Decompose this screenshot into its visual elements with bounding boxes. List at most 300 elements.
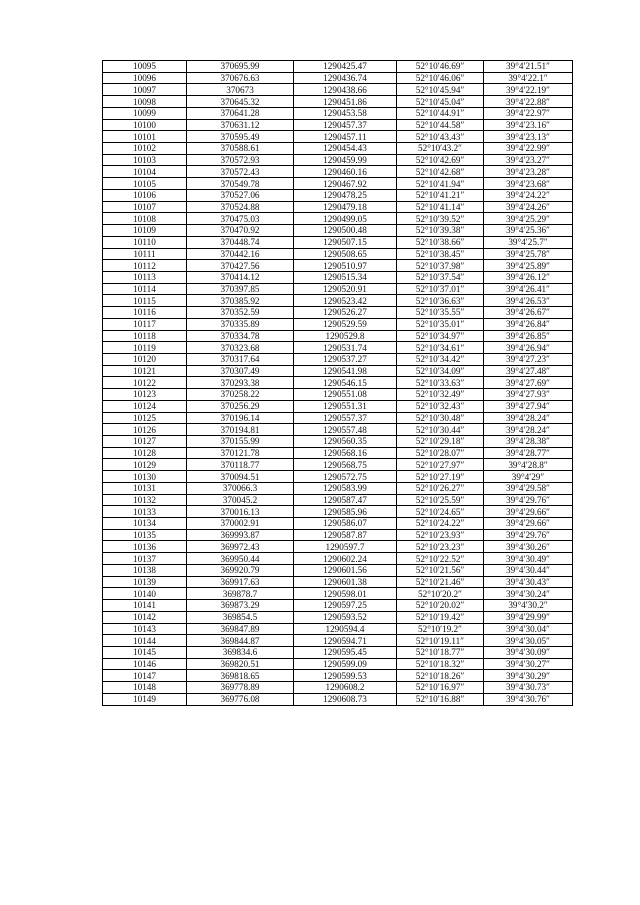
longitude-cell: 39°4′24.22″ xyxy=(484,189,573,201)
point-id-cell: 10118 xyxy=(103,330,187,342)
latitude-cell: 52°10′34.97″ xyxy=(397,330,484,342)
point-id-cell: 10110 xyxy=(103,236,187,248)
table-row xyxy=(103,189,573,201)
x-coordinate-cell: 370045.2 xyxy=(187,494,294,506)
point-id-cell: 10139 xyxy=(103,576,187,588)
table-row xyxy=(103,658,573,670)
latitude-cell: 52°10′43.43″ xyxy=(397,131,484,143)
point-id-cell: 10127 xyxy=(103,436,187,448)
table-row xyxy=(103,143,573,155)
x-coordinate-cell: 370258.22 xyxy=(187,389,294,401)
latitude-cell: 52°10′32.49″ xyxy=(397,389,484,401)
latitude-cell: 52°10′18.32″ xyxy=(397,658,484,670)
x-coordinate-cell: 370475.03 xyxy=(187,213,294,225)
latitude-cell: 52°10′41.14″ xyxy=(397,201,484,213)
longitude-cell: 39°4′30.76″ xyxy=(484,693,573,705)
x-coordinate-cell: 370385.92 xyxy=(187,295,294,307)
table-row xyxy=(103,529,573,541)
latitude-cell: 52°10′21.46″ xyxy=(397,576,484,588)
point-id-cell: 10148 xyxy=(103,682,187,694)
x-coordinate-cell: 370397.85 xyxy=(187,283,294,295)
point-id-cell: 10138 xyxy=(103,564,187,576)
latitude-cell: 52°10′21.56″ xyxy=(397,564,484,576)
x-coordinate-cell: 370448.74 xyxy=(187,236,294,248)
point-id-cell: 10125 xyxy=(103,412,187,424)
x-coordinate-cell: 370442.16 xyxy=(187,248,294,260)
point-id-cell: 10099 xyxy=(103,107,187,119)
table-row xyxy=(103,635,573,647)
latitude-cell: 52°10′23.23″ xyxy=(397,541,484,553)
latitude-cell: 52°10′28.07″ xyxy=(397,447,484,459)
y-coordinate-cell: 1290478.25 xyxy=(294,189,397,201)
longitude-cell: 39°4′26.84″ xyxy=(484,318,573,330)
point-id-cell: 10112 xyxy=(103,260,187,272)
y-coordinate-cell: 1290529.59 xyxy=(294,318,397,330)
x-coordinate-cell: 369818.65 xyxy=(187,670,294,682)
x-coordinate-cell: 370352.59 xyxy=(187,307,294,319)
x-coordinate-cell: 369844.87 xyxy=(187,635,294,647)
x-coordinate-cell: 370572.93 xyxy=(187,154,294,166)
latitude-cell: 52°10′37.98″ xyxy=(397,260,484,272)
longitude-cell: 39°4′30.05″ xyxy=(484,635,573,647)
longitude-cell: 39°4′23.13″ xyxy=(484,131,573,143)
point-id-cell: 10136 xyxy=(103,541,187,553)
latitude-cell: 52°10′34.09″ xyxy=(397,365,484,377)
x-coordinate-cell: 370414.12 xyxy=(187,271,294,283)
x-coordinate-cell: 369834.6 xyxy=(187,646,294,658)
table-row xyxy=(103,283,573,295)
x-coordinate-cell: 370572.43 xyxy=(187,166,294,178)
point-id-cell: 10107 xyxy=(103,201,187,213)
latitude-cell: 52°10′34.61″ xyxy=(397,342,484,354)
table-row xyxy=(103,506,573,518)
x-coordinate-cell: 370002.91 xyxy=(187,518,294,530)
table-row xyxy=(103,201,573,213)
point-id-cell: 10126 xyxy=(103,424,187,436)
y-coordinate-cell: 1290467.92 xyxy=(294,178,397,190)
x-coordinate-cell: 370641.28 xyxy=(187,107,294,119)
x-coordinate-cell: 370293.38 xyxy=(187,377,294,389)
longitude-cell: 39°4′28.24″ xyxy=(484,424,573,436)
point-id-cell: 10124 xyxy=(103,400,187,412)
x-coordinate-cell: 369920.79 xyxy=(187,564,294,576)
y-coordinate-cell: 1290459.99 xyxy=(294,154,397,166)
x-coordinate-cell: 369950.44 xyxy=(187,553,294,565)
y-coordinate-cell: 1290557.37 xyxy=(294,412,397,424)
longitude-cell: 39°4′21.51″ xyxy=(484,61,573,73)
longitude-cell: 39°4′22.1″ xyxy=(484,72,573,84)
longitude-cell: 39°4′30.04″ xyxy=(484,623,573,635)
latitude-cell: 52°10′46.06″ xyxy=(397,72,484,84)
x-coordinate-cell: 370323.68 xyxy=(187,342,294,354)
x-coordinate-cell: 370307.49 xyxy=(187,365,294,377)
latitude-cell: 52°10′37.01″ xyxy=(397,283,484,295)
table-row xyxy=(103,107,573,119)
y-coordinate-cell: 1290572.75 xyxy=(294,471,397,483)
y-coordinate-cell: 1290593.52 xyxy=(294,611,397,623)
y-coordinate-cell: 1290460.16 xyxy=(294,166,397,178)
table-row xyxy=(103,682,573,694)
x-coordinate-cell: 369776.08 xyxy=(187,693,294,705)
x-coordinate-cell: 370549.78 xyxy=(187,178,294,190)
table-row xyxy=(103,119,573,131)
longitude-cell: 39°4′23.27″ xyxy=(484,154,573,166)
y-coordinate-cell: 1290597.25 xyxy=(294,600,397,612)
longitude-cell: 39°4′29.66″ xyxy=(484,518,573,530)
latitude-cell: 52°10′16.97″ xyxy=(397,682,484,694)
x-coordinate-cell: 370155.99 xyxy=(187,436,294,448)
table-row xyxy=(103,271,573,283)
y-coordinate-cell: 1290425.47 xyxy=(294,61,397,73)
x-coordinate-cell: 370673 xyxy=(187,84,294,96)
point-id-cell: 10128 xyxy=(103,447,187,459)
point-id-cell: 10131 xyxy=(103,482,187,494)
longitude-cell: 39°4′29.76″ xyxy=(484,529,573,541)
y-coordinate-cell: 1290568.75 xyxy=(294,459,397,471)
latitude-cell: 52°10′20.02″ xyxy=(397,600,484,612)
longitude-cell: 39°4′30.49″ xyxy=(484,553,573,565)
longitude-cell: 39°4′22.99″ xyxy=(484,143,573,155)
y-coordinate-cell: 1290583.99 xyxy=(294,482,397,494)
point-id-cell: 10102 xyxy=(103,143,187,155)
latitude-cell: 52°10′19.11″ xyxy=(397,635,484,647)
y-coordinate-cell: 1290523.42 xyxy=(294,295,397,307)
table-row xyxy=(103,600,573,612)
longitude-cell: 39°4′30.73″ xyxy=(484,682,573,694)
y-coordinate-cell: 1290526.27 xyxy=(294,307,397,319)
y-coordinate-cell: 1290594.4 xyxy=(294,623,397,635)
table-row xyxy=(103,471,573,483)
longitude-cell: 39°4′24.26″ xyxy=(484,201,573,213)
point-id-cell: 10114 xyxy=(103,283,187,295)
longitude-cell: 39°4′26.12″ xyxy=(484,271,573,283)
y-coordinate-cell: 1290595.45 xyxy=(294,646,397,658)
table-row xyxy=(103,166,573,178)
latitude-cell: 52°10′38.66″ xyxy=(397,236,484,248)
x-coordinate-cell: 370335.89 xyxy=(187,318,294,330)
longitude-cell: 39°4′27.48″ xyxy=(484,365,573,377)
y-coordinate-cell: 1290597.7 xyxy=(294,541,397,553)
longitude-cell: 39°4′27.93″ xyxy=(484,389,573,401)
longitude-cell: 39°4′26.53″ xyxy=(484,295,573,307)
point-id-cell: 10098 xyxy=(103,96,187,108)
x-coordinate-cell: 370631.12 xyxy=(187,119,294,131)
longitude-cell: 39°4′30.44″ xyxy=(484,564,573,576)
y-coordinate-cell: 1290601.38 xyxy=(294,576,397,588)
table-row xyxy=(103,541,573,553)
x-coordinate-cell: 369820.51 xyxy=(187,658,294,670)
x-coordinate-cell: 370066.3 xyxy=(187,482,294,494)
table-row xyxy=(103,225,573,237)
point-id-cell: 10101 xyxy=(103,131,187,143)
point-id-cell: 10116 xyxy=(103,307,187,319)
point-id-cell: 10134 xyxy=(103,518,187,530)
y-coordinate-cell: 1290537.27 xyxy=(294,353,397,365)
latitude-cell: 52°10′18.77″ xyxy=(397,646,484,658)
point-id-cell: 10121 xyxy=(103,365,187,377)
point-id-cell: 10133 xyxy=(103,506,187,518)
point-id-cell: 10115 xyxy=(103,295,187,307)
table-row xyxy=(103,646,573,658)
longitude-cell: 39°4′25.89″ xyxy=(484,260,573,272)
latitude-cell: 52°10′46.69″ xyxy=(397,61,484,73)
latitude-cell: 52°10′44.58″ xyxy=(397,119,484,131)
longitude-cell: 39°4′29.58″ xyxy=(484,482,573,494)
longitude-cell: 39°4′28.8″ xyxy=(484,459,573,471)
y-coordinate-cell: 1290510.97 xyxy=(294,260,397,272)
point-id-cell: 10132 xyxy=(103,494,187,506)
x-coordinate-cell: 370676.63 xyxy=(187,72,294,84)
table-row xyxy=(103,459,573,471)
y-coordinate-cell: 1290457.37 xyxy=(294,119,397,131)
latitude-cell: 52°10′45.94″ xyxy=(397,84,484,96)
latitude-cell: 52°10′43.2″ xyxy=(397,143,484,155)
latitude-cell: 52°10′39.52″ xyxy=(397,213,484,225)
y-coordinate-cell: 1290541.98 xyxy=(294,365,397,377)
latitude-cell: 52°10′38.45″ xyxy=(397,248,484,260)
y-coordinate-cell: 1290508.65 xyxy=(294,248,397,260)
longitude-cell: 39°4′27.23″ xyxy=(484,353,573,365)
latitude-cell: 52°10′25.59″ xyxy=(397,494,484,506)
y-coordinate-cell: 1290608.73 xyxy=(294,693,397,705)
longitude-cell: 39°4′26.41″ xyxy=(484,283,573,295)
table-row xyxy=(103,482,573,494)
latitude-cell: 52°10′42.69″ xyxy=(397,154,484,166)
latitude-cell: 52°10′34.42″ xyxy=(397,353,484,365)
y-coordinate-cell: 1290454.43 xyxy=(294,143,397,155)
x-coordinate-cell: 370695.99 xyxy=(187,61,294,73)
table-row xyxy=(103,213,573,225)
point-id-cell: 10146 xyxy=(103,658,187,670)
table-row xyxy=(103,389,573,401)
table-row xyxy=(103,295,573,307)
longitude-cell: 39°4′28.24″ xyxy=(484,412,573,424)
y-coordinate-cell: 1290499.05 xyxy=(294,213,397,225)
longitude-cell: 39°4′26.67″ xyxy=(484,307,573,319)
longitude-cell: 39°4′26.94″ xyxy=(484,342,573,354)
latitude-cell: 52°10′35.01″ xyxy=(397,318,484,330)
latitude-cell: 52°10′33.63″ xyxy=(397,377,484,389)
table-row xyxy=(103,307,573,319)
point-id-cell: 10108 xyxy=(103,213,187,225)
y-coordinate-cell: 1290598.01 xyxy=(294,588,397,600)
y-coordinate-cell: 1290451.86 xyxy=(294,96,397,108)
x-coordinate-cell: 370427.56 xyxy=(187,260,294,272)
longitude-cell: 39°4′28.77″ xyxy=(484,447,573,459)
point-id-cell: 10141 xyxy=(103,600,187,612)
latitude-cell: 52°10′27.19″ xyxy=(397,471,484,483)
y-coordinate-cell: 1290568.16 xyxy=(294,447,397,459)
point-id-cell: 10123 xyxy=(103,389,187,401)
x-coordinate-cell: 370094.51 xyxy=(187,471,294,483)
coordinates-table xyxy=(102,60,573,706)
x-coordinate-cell: 370470.92 xyxy=(187,225,294,237)
table-row xyxy=(103,330,573,342)
longitude-cell: 39°4′30.26″ xyxy=(484,541,573,553)
longitude-cell: 39°4′27.94″ xyxy=(484,400,573,412)
latitude-cell: 52°10′45.04″ xyxy=(397,96,484,108)
y-coordinate-cell: 1290453.58 xyxy=(294,107,397,119)
x-coordinate-cell: 370016.13 xyxy=(187,506,294,518)
table-row xyxy=(103,342,573,354)
latitude-cell: 52°10′24.65″ xyxy=(397,506,484,518)
latitude-cell: 52°10′30.48″ xyxy=(397,412,484,424)
y-coordinate-cell: 1290520.91 xyxy=(294,283,397,295)
latitude-cell: 52°10′35.55″ xyxy=(397,307,484,319)
latitude-cell: 52°10′23.93″ xyxy=(397,529,484,541)
table-row xyxy=(103,576,573,588)
point-id-cell: 10100 xyxy=(103,119,187,131)
latitude-cell: 52°10′42.68″ xyxy=(397,166,484,178)
latitude-cell: 52°10′19.2″ xyxy=(397,623,484,635)
longitude-cell: 39°4′23.16″ xyxy=(484,119,573,131)
y-coordinate-cell: 1290531.74 xyxy=(294,342,397,354)
y-coordinate-cell: 1290436.74 xyxy=(294,72,397,84)
point-id-cell: 10097 xyxy=(103,84,187,96)
x-coordinate-cell: 370645.32 xyxy=(187,96,294,108)
x-coordinate-cell: 370334.78 xyxy=(187,330,294,342)
table-row xyxy=(103,248,573,260)
table-row xyxy=(103,588,573,600)
point-id-cell: 10129 xyxy=(103,459,187,471)
longitude-cell: 39°4′30.27″ xyxy=(484,658,573,670)
y-coordinate-cell: 1290560.35 xyxy=(294,436,397,448)
longitude-cell: 39°4′27.69″ xyxy=(484,377,573,389)
table-row xyxy=(103,670,573,682)
point-id-cell: 10145 xyxy=(103,646,187,658)
table-row xyxy=(103,236,573,248)
longitude-cell: 39°4′23.28″ xyxy=(484,166,573,178)
latitude-cell: 52°10′41.94″ xyxy=(397,178,484,190)
table-row xyxy=(103,424,573,436)
table-row xyxy=(103,553,573,565)
table-row xyxy=(103,72,573,84)
point-id-cell: 10130 xyxy=(103,471,187,483)
longitude-cell: 39°4′23.68″ xyxy=(484,178,573,190)
y-coordinate-cell: 1290608.2 xyxy=(294,682,397,694)
longitude-cell: 39°4′30.09″ xyxy=(484,646,573,658)
longitude-cell: 39°4′30.29″ xyxy=(484,670,573,682)
latitude-cell: 52°10′16.88″ xyxy=(397,693,484,705)
point-id-cell: 10147 xyxy=(103,670,187,682)
table-row xyxy=(103,447,573,459)
y-coordinate-cell: 1290551.08 xyxy=(294,389,397,401)
latitude-cell: 52°10′29.18″ xyxy=(397,436,484,448)
point-id-cell: 10096 xyxy=(103,72,187,84)
y-coordinate-cell: 1290551.31 xyxy=(294,400,397,412)
x-coordinate-cell: 369972.43 xyxy=(187,541,294,553)
x-coordinate-cell: 370524.88 xyxy=(187,201,294,213)
y-coordinate-cell: 1290586.07 xyxy=(294,518,397,530)
longitude-cell: 39°4′26.85″ xyxy=(484,330,573,342)
latitude-cell: 52°10′30.44″ xyxy=(397,424,484,436)
table-row xyxy=(103,623,573,635)
latitude-cell: 52°10′20.2″ xyxy=(397,588,484,600)
table-row xyxy=(103,96,573,108)
longitude-cell: 39°4′29″ xyxy=(484,471,573,483)
longitude-cell: 39°4′30.2″ xyxy=(484,600,573,612)
y-coordinate-cell: 1290529.8 xyxy=(294,330,397,342)
table-row xyxy=(103,494,573,506)
longitude-cell: 39°4′25.7″ xyxy=(484,236,573,248)
point-id-cell: 10135 xyxy=(103,529,187,541)
point-id-cell: 10105 xyxy=(103,178,187,190)
y-coordinate-cell: 1290599.09 xyxy=(294,658,397,670)
x-coordinate-cell: 370317.64 xyxy=(187,353,294,365)
longitude-cell: 39°4′22.88″ xyxy=(484,96,573,108)
table-row xyxy=(103,564,573,576)
longitude-cell: 39°4′25.78″ xyxy=(484,248,573,260)
table-row xyxy=(103,412,573,424)
latitude-cell: 52°10′27.97″ xyxy=(397,459,484,471)
point-id-cell: 10111 xyxy=(103,248,187,260)
y-coordinate-cell: 1290546.15 xyxy=(294,377,397,389)
table-row xyxy=(103,611,573,623)
y-coordinate-cell: 1290557.48 xyxy=(294,424,397,436)
coordinates-table-body xyxy=(103,61,573,706)
y-coordinate-cell: 1290438.66 xyxy=(294,84,397,96)
table-row xyxy=(103,260,573,272)
y-coordinate-cell: 1290587.87 xyxy=(294,529,397,541)
table-row xyxy=(103,693,573,705)
point-id-cell: 10149 xyxy=(103,693,187,705)
table-row xyxy=(103,178,573,190)
point-id-cell: 10137 xyxy=(103,553,187,565)
x-coordinate-cell: 369993.87 xyxy=(187,529,294,541)
point-id-cell: 10113 xyxy=(103,271,187,283)
longitude-cell: 39°4′30.43″ xyxy=(484,576,573,588)
latitude-cell: 52°10′24.22″ xyxy=(397,518,484,530)
latitude-cell: 52°10′19.42″ xyxy=(397,611,484,623)
point-id-cell: 10095 xyxy=(103,61,187,73)
table-row xyxy=(103,353,573,365)
longitude-cell: 39°4′29.99″ xyxy=(484,611,573,623)
y-coordinate-cell: 1290500.48 xyxy=(294,225,397,237)
latitude-cell: 52°10′41.21″ xyxy=(397,189,484,201)
table-row xyxy=(103,61,573,73)
latitude-cell: 52°10′44.91″ xyxy=(397,107,484,119)
latitude-cell: 52°10′22.52″ xyxy=(397,553,484,565)
x-coordinate-cell: 370118.77 xyxy=(187,459,294,471)
y-coordinate-cell: 1290602.24 xyxy=(294,553,397,565)
table-row xyxy=(103,436,573,448)
longitude-cell: 39°4′30.24″ xyxy=(484,588,573,600)
point-id-cell: 10142 xyxy=(103,611,187,623)
x-coordinate-cell: 370121.78 xyxy=(187,447,294,459)
point-id-cell: 10106 xyxy=(103,189,187,201)
longitude-cell: 39°4′29.66″ xyxy=(484,506,573,518)
table-row xyxy=(103,131,573,143)
y-coordinate-cell: 1290587.47 xyxy=(294,494,397,506)
point-id-cell: 10104 xyxy=(103,166,187,178)
point-id-cell: 10140 xyxy=(103,588,187,600)
y-coordinate-cell: 1290479.18 xyxy=(294,201,397,213)
table-row xyxy=(103,84,573,96)
longitude-cell: 39°4′25.29″ xyxy=(484,213,573,225)
y-coordinate-cell: 1290599.53 xyxy=(294,670,397,682)
latitude-cell: 52°10′26.27″ xyxy=(397,482,484,494)
latitude-cell: 52°10′18.26″ xyxy=(397,670,484,682)
longitude-cell: 39°4′29.76″ xyxy=(484,494,573,506)
longitude-cell: 39°4′22.19″ xyxy=(484,84,573,96)
y-coordinate-cell: 1290601.56 xyxy=(294,564,397,576)
x-coordinate-cell: 369854.5 xyxy=(187,611,294,623)
x-coordinate-cell: 369878.7 xyxy=(187,588,294,600)
x-coordinate-cell: 369778.89 xyxy=(187,682,294,694)
latitude-cell: 52°10′32.43″ xyxy=(397,400,484,412)
x-coordinate-cell: 370527.06 xyxy=(187,189,294,201)
table-row xyxy=(103,365,573,377)
